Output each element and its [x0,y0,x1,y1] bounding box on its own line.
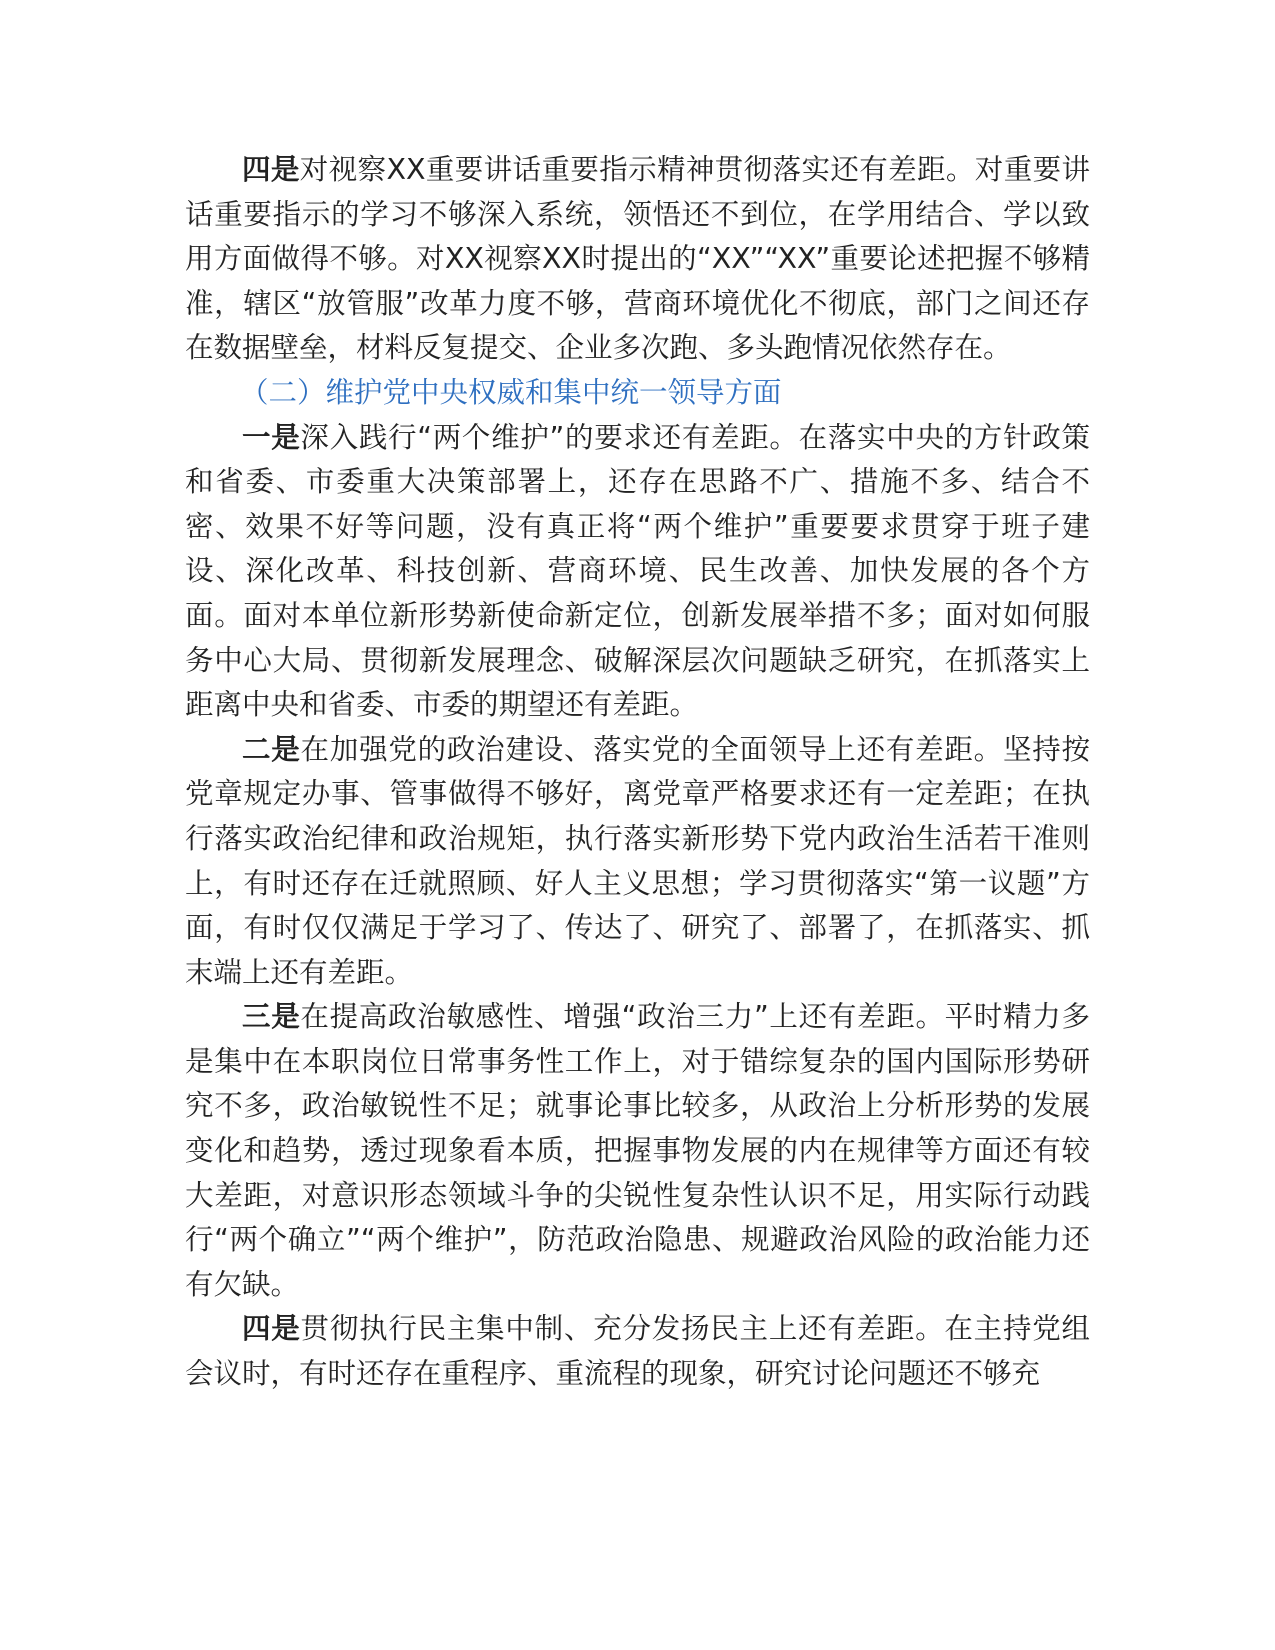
paragraph-lead: 三是 [242,1000,301,1034]
paragraph-lead: 四是 [242,1312,301,1346]
paragraph-lead: 一是 [242,420,301,454]
document-body [185,148,1090,1397]
paragraph-point-two [185,728,1090,996]
paragraph-text: 对视察XX重要讲话重要指示精神贯彻落实还有差距。对重要讲话重要指示的学习不够深入系统，领悟还不到位，在学用结合、学以致用方面做得不够。对XX视察XX时提出的“XX”“XX”重要论述把握不够精准，辖区“放管服”改革力度不够，营商环境优化不彻底，部门之间还存在数据壁垒，材料反复提交、企业多次跑、多头跑情况依然存在。 [185,153,1090,365]
paragraph-point-one [185,416,1090,728]
paragraph-lead: 四是 [242,153,300,186]
paragraph-point-four-democracy [185,1307,1090,1396]
paragraph-lead: 二是 [242,732,301,766]
paragraph-text: 在提高政治敏感性、增强“政治三力”上还有差距。平时精力多是集中在本职岗位日常事务性工作上，对于错综复杂的国内国际形势研究不多，政治敏锐性不足；就事论事比较多，从政治上分析形势的发展变化和趋势，透过现象看本质，把握事物发展的内在规律等方面还有较大差距，对意识形态领域斗争的尖锐性复杂性认识不足，用实际行动践行“两个确立”“两个维护”，防范政治隐患、规避政治风险的政治能力还有欠缺。 [185,1000,1090,1301]
paragraph-text: 在加强党的政治建设、落实党的全面领导上还有差距。坚持按党章规定办事、管事做得不够好，离党章严格要求还有一定差距；在执行落实政治纪律和政治规矩，执行落实新形势下党内政治生活若干准则上，有时还存在迁就照顾、好人主义思想；学习贯彻落实“第一议题”方面，有时仅仅满足于学习了、传达了、研究了、部署了，在抓落实、抓末端上还有差距。 [185,732,1090,989]
paragraph-text: 深入践行“两个维护”的要求还有差距。在落实中央的方针政策和省委、市委重大决策部署上，还存在思路不广、措施不多、结合不密、效果不好等问题，没有真正将“两个维护”重要要求贯穿于班子建设、深化改革、科技创新、营商环境、民生改善、加快发展的各个方面。面对本单位新形势新使命新定位，创新发展举措不多；面对如何服务中心大局、贯彻新发展理念、破解深层次问题缺乏研究，在抓落实上距离中央和省委、市委的期望还有差距。 [185,420,1090,722]
paragraph-text: 贯彻执行民主集中制、充分发扬民主上还有差距。在主持党组会议时，有时还存在重程序、重流程的现象，研究讨论问题还不够充 [185,1312,1090,1391]
paragraph-point-four-inspection [185,148,1090,371]
paragraph-point-three [185,995,1090,1307]
section-heading: （二）维护党中央权威和集中统一领导方面 [240,375,782,409]
